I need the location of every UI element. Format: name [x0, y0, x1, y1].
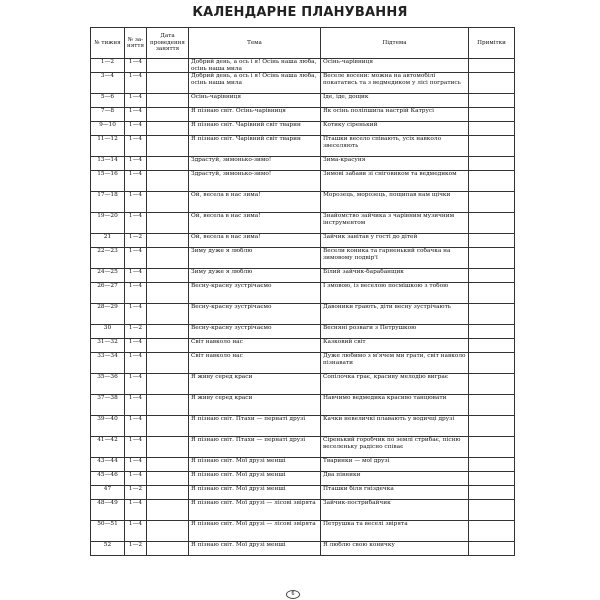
cell-notes [469, 234, 515, 248]
cell-date [147, 395, 189, 416]
cell-notes [469, 395, 515, 416]
header-lesson: № заняття [125, 28, 147, 59]
table-row [91, 269, 515, 283]
cell-notes [469, 192, 515, 213]
cell-date [147, 437, 189, 458]
cell-lesson: 1—4 [125, 374, 147, 395]
cell-topic: Весну-красну зустрічаємо [189, 304, 321, 325]
cell-week: 11—12 [91, 136, 125, 157]
cell-lesson: 1—2 [125, 486, 147, 500]
table-row [91, 486, 515, 500]
cell-topic: Світ навколо нас [189, 353, 321, 374]
cell-subtopic: І змовою, із веселою посмішкою з тобою [321, 283, 469, 304]
cell-date [147, 157, 189, 171]
cell-lesson: 1—2 [125, 325, 147, 339]
cell-notes [469, 59, 515, 73]
cell-notes [469, 122, 515, 136]
cell-subtopic: Тваринки — мої друзі [321, 458, 469, 472]
cell-subtopic: Пташки біля гніздечка [321, 486, 469, 500]
cell-topic: Я пізнаю світ. Чарівний світ тварин [189, 122, 321, 136]
cell-date [147, 248, 189, 269]
header-subtopic: Підтема [321, 28, 469, 59]
cell-notes [469, 542, 515, 556]
cell-week: 31—32 [91, 339, 125, 353]
cell-date [147, 416, 189, 437]
cell-notes [469, 94, 515, 108]
cell-subtopic: Зайчик-пострибайчик [321, 500, 469, 521]
header-week: № тижня [91, 28, 125, 59]
cell-lesson: 1—4 [125, 416, 147, 437]
cell-week: 33—34 [91, 353, 125, 374]
cell-topic: Я пізнаю світ. Мої друзі — лісові звірята [189, 521, 321, 542]
table-row [91, 108, 515, 122]
cell-week: 19—20 [91, 213, 125, 234]
cell-lesson: 1—4 [125, 73, 147, 94]
table-row [91, 374, 515, 395]
cell-lesson: 1—2 [125, 234, 147, 248]
table-header-row [91, 28, 515, 59]
cell-notes [469, 283, 515, 304]
cell-subtopic: Навчимо ведмедика красиво танцювати [321, 395, 469, 416]
table-row [91, 283, 515, 304]
table-row [91, 353, 515, 374]
table-row [91, 94, 515, 108]
cell-week: 41—42 [91, 437, 125, 458]
cell-date [147, 304, 189, 325]
cell-notes [469, 486, 515, 500]
cell-date [147, 94, 189, 108]
header-date: Дата проведення заняття [147, 28, 189, 59]
cell-lesson: 1—4 [125, 59, 147, 73]
cell-subtopic: Як осінь поліпшила настрій Катрусі [321, 108, 469, 122]
cell-subtopic: Котику сіренький [321, 122, 469, 136]
cell-notes [469, 416, 515, 437]
cell-notes [469, 171, 515, 192]
cell-date [147, 542, 189, 556]
table-row [91, 325, 515, 339]
cell-lesson: 1—2 [125, 542, 147, 556]
table-row [91, 395, 515, 416]
table-row [91, 437, 515, 458]
cell-notes [469, 73, 515, 94]
cell-week: 47 [91, 486, 125, 500]
table-row [91, 171, 515, 192]
cell-lesson: 1—4 [125, 304, 147, 325]
cell-lesson: 1—4 [125, 472, 147, 486]
cell-week: 37—38 [91, 395, 125, 416]
cell-notes [469, 500, 515, 521]
cell-topic: Здрастуй, зимонько-зимо! [189, 171, 321, 192]
cell-subtopic: Я люблю свою коничку [321, 542, 469, 556]
cell-lesson: 1—4 [125, 521, 147, 542]
cell-week: 22—23 [91, 248, 125, 269]
cell-subtopic: Осінь-чарівниця [321, 59, 469, 73]
cell-topic: Я живу серед краси [189, 395, 321, 416]
table-row [91, 192, 515, 213]
table-row [91, 73, 515, 94]
cell-subtopic: Качки невеличкі плавають у водичці друзі [321, 416, 469, 437]
cell-notes [469, 304, 515, 325]
cell-date [147, 234, 189, 248]
cell-topic: Я пізнаю світ. Птахи — пернаті друзі [189, 437, 321, 458]
cell-topic: Світ навколо нас [189, 339, 321, 353]
cell-subtopic: Зима-красуня [321, 157, 469, 171]
cell-topic: Весну-красну зустрічаємо [189, 325, 321, 339]
cell-notes [469, 136, 515, 157]
cell-date [147, 192, 189, 213]
table-row [91, 59, 515, 73]
cell-lesson: 1—4 [125, 339, 147, 353]
cell-lesson: 1—4 [125, 192, 147, 213]
cell-date [147, 374, 189, 395]
page-title: КАЛЕНДАРНЕ ПЛАНУВАННЯ [192, 5, 408, 20]
cell-subtopic: Пташки весело співають, усіх навколо звеселяють [321, 136, 469, 157]
table-row [91, 542, 515, 556]
cell-date [147, 136, 189, 157]
cell-week: 28—29 [91, 304, 125, 325]
cell-topic: Я пізнаю світ. Чарівний світ тварин [189, 136, 321, 157]
cell-notes [469, 339, 515, 353]
cell-lesson: 1—4 [125, 500, 147, 521]
table-row [91, 157, 515, 171]
table-row [91, 416, 515, 437]
cell-week: 1—2 [91, 59, 125, 73]
cell-topic: Добрий день, а ось і я! Осінь наша люба, осінь наша мила [189, 73, 321, 94]
cell-week: 45—46 [91, 472, 125, 486]
cell-date [147, 122, 189, 136]
cell-subtopic: Білий зайчик-барабанщик [321, 269, 469, 283]
cell-week: 9—10 [91, 122, 125, 136]
cell-subtopic: Знайомство зайчика з чарівним музичним інструментом [321, 213, 469, 234]
cell-notes [469, 374, 515, 395]
cell-week: 24—25 [91, 269, 125, 283]
cell-lesson: 1—4 [125, 157, 147, 171]
cell-subtopic: Казковий світ [321, 339, 469, 353]
cell-date [147, 269, 189, 283]
cell-week: 35—36 [91, 374, 125, 395]
cell-notes [469, 458, 515, 472]
cell-subtopic: Сіренький горобчик по землі стрибає, пісню веселеньку радісно співає [321, 437, 469, 458]
cell-topic: Я пізнаю світ. Мої друзі менші [189, 542, 321, 556]
cell-date [147, 108, 189, 122]
cell-lesson: 1—4 [125, 122, 147, 136]
cell-lesson: 1—4 [125, 136, 147, 157]
cell-topic: Зиму дуже я люблю [189, 269, 321, 283]
cell-lesson: 1—4 [125, 213, 147, 234]
cell-date [147, 458, 189, 472]
table-row [91, 500, 515, 521]
cell-date [147, 500, 189, 521]
header-topic: Тема [189, 28, 321, 59]
cell-lesson: 1—4 [125, 395, 147, 416]
cell-topic: Добрий день, а ось і я! Осінь наша люба, осінь наша мила [189, 59, 321, 73]
cell-topic: Я пізнаю світ. Мої друзі менші [189, 458, 321, 472]
cell-topic: Я пізнаю світ. Мої друзі менші [189, 472, 321, 486]
cell-date [147, 353, 189, 374]
cell-week: 21 [91, 234, 125, 248]
cell-topic: Я пізнаю світ. Птахи — пернаті друзі [189, 416, 321, 437]
cell-date [147, 339, 189, 353]
cell-topic: Ой, весела в нас зима! [189, 192, 321, 213]
cell-date [147, 213, 189, 234]
cell-topic: Ой, весела в нас зима! [189, 213, 321, 234]
cell-notes [469, 269, 515, 283]
table-row [91, 213, 515, 234]
cell-lesson: 1—4 [125, 458, 147, 472]
cell-notes [469, 353, 515, 374]
planning-table [90, 27, 515, 556]
table-row [91, 472, 515, 486]
cell-week: 52 [91, 542, 125, 556]
cell-week: 15—16 [91, 171, 125, 192]
cell-notes [469, 108, 515, 122]
cell-date [147, 283, 189, 304]
cell-notes [469, 248, 515, 269]
cell-week: 48—49 [91, 500, 125, 521]
cell-lesson: 1—4 [125, 353, 147, 374]
cell-lesson: 1—4 [125, 283, 147, 304]
cell-subtopic: Зайчик завітав у гості до дітей [321, 234, 469, 248]
cell-week: 50—51 [91, 521, 125, 542]
cell-topic: Зиму дуже я люблю [189, 248, 321, 269]
cell-notes [469, 325, 515, 339]
cell-topic: Я пізнаю світ. Мої друзі менші [189, 486, 321, 500]
cell-subtopic: Іде, іде, дощик [321, 94, 469, 108]
cell-date [147, 472, 189, 486]
cell-subtopic: Дуже любимо з м'ячем ми грати, світ навколо пізнавати [321, 353, 469, 374]
cell-lesson: 1—4 [125, 108, 147, 122]
cell-week: 3—4 [91, 73, 125, 94]
cell-week: 5—6 [91, 94, 125, 108]
table-row [91, 122, 515, 136]
cell-topic: Здрастуй, зимонько-зимо! [189, 157, 321, 171]
table-row [91, 339, 515, 353]
cell-date [147, 59, 189, 73]
cell-date [147, 521, 189, 542]
cell-subtopic: Морозець, морозець, пощипав нам щічки [321, 192, 469, 213]
table-row [91, 521, 515, 542]
cell-lesson: 1—4 [125, 437, 147, 458]
cell-subtopic: Два півники [321, 472, 469, 486]
cell-week: 39—40 [91, 416, 125, 437]
cell-notes [469, 213, 515, 234]
cell-subtopic: Веселе восени: можна на автомобілі покататись та з ведмедиком у лісі погратись [321, 73, 469, 94]
cell-notes [469, 437, 515, 458]
cell-week: 26—27 [91, 283, 125, 304]
cell-week: 7—8 [91, 108, 125, 122]
cell-week: 17—18 [91, 192, 125, 213]
table-row [91, 304, 515, 325]
cell-date [147, 73, 189, 94]
cell-notes [469, 521, 515, 542]
table-row [91, 248, 515, 269]
cell-topic: Весну-красну зустрічаємо [189, 283, 321, 304]
cell-subtopic: Зимові забави зі сніговиком та ведмедиком [321, 171, 469, 192]
cell-lesson: 1—4 [125, 94, 147, 108]
cell-week: 13—14 [91, 157, 125, 171]
cell-lesson: 1—4 [125, 269, 147, 283]
table-row [91, 458, 515, 472]
table-row [91, 136, 515, 157]
cell-date [147, 486, 189, 500]
cell-date [147, 171, 189, 192]
cell-subtopic: Весели коника та гарненький собачка на зимовому подвір'ї [321, 248, 469, 269]
cell-lesson: 1—4 [125, 248, 147, 269]
cell-topic: Я пізнаю світ. Мої друзі — лісові звірята [189, 500, 321, 521]
cell-subtopic: Сопілочка грає, красиву мелодію виграє [321, 374, 469, 395]
cell-notes [469, 157, 515, 171]
cell-subtopic: Давоники грають, діти весну зустрічають [321, 304, 469, 325]
cell-week: 30 [91, 325, 125, 339]
cell-topic: Осінь-чарівниця [189, 94, 321, 108]
cell-topic: Ой, весела в нас зима! [189, 234, 321, 248]
cell-lesson: 1—4 [125, 171, 147, 192]
cell-topic: Я живу серед краси [189, 374, 321, 395]
page-number: 6 [286, 590, 300, 599]
cell-week: 43—44 [91, 458, 125, 472]
header-notes: Примітки [469, 28, 515, 59]
cell-date [147, 325, 189, 339]
cell-topic: Я пізнаю світ. Осінь-чарівниця [189, 108, 321, 122]
cell-notes [469, 472, 515, 486]
cell-subtopic: Весняні розваги з Петрушкою [321, 325, 469, 339]
cell-subtopic: Петрушка та веселі звірята [321, 521, 469, 542]
table-row [91, 234, 515, 248]
